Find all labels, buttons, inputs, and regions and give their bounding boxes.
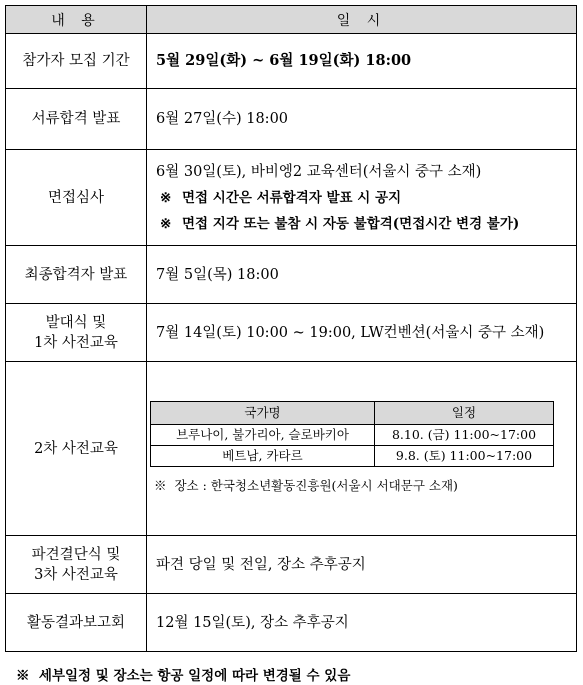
row-label [6, 536, 147, 594]
row-label: 서류합격 발표 [6, 89, 147, 150]
row-label [6, 304, 147, 362]
row-label-line: 3차 사전교육 [34, 566, 118, 583]
table-row [6, 304, 577, 362]
row-value: 6월 27일(수) 18:00 [147, 89, 577, 150]
row-value-cell [147, 150, 577, 246]
row-value: 5월 29일(화) ~ 6월 19일(화) 18:00 [147, 34, 577, 89]
table-row [6, 536, 577, 594]
sub-header-country: 국가명 [151, 402, 375, 425]
table-row [6, 89, 577, 150]
table-row [6, 594, 577, 652]
footer-text: 세부일정 및 장소는 항공 일정에 따라 변경될 수 있음 [38, 668, 351, 684]
row-value-cell [147, 362, 577, 536]
note-mark: ※ [160, 189, 172, 206]
table-row [6, 34, 577, 89]
note-text: 면접 시간은 서류합격자 발표 시 공지 [182, 189, 402, 206]
table-header-row [6, 6, 577, 34]
sub-schedule-table [150, 401, 554, 467]
row-label: 최종합격자 발표 [6, 246, 147, 304]
note-mark: ※ [16, 668, 30, 684]
footer-note [16, 664, 350, 684]
row-value: 파견 당일 및 전일, 장소 추후공지 [147, 536, 577, 594]
row-label-line: 발대식 및 [45, 314, 107, 331]
header-content: 내 용 [6, 6, 147, 34]
sub-table-row [151, 446, 554, 467]
sub-cell-schedule: 9.8. (토) 11:00~17:00 [375, 446, 554, 467]
table-row [6, 150, 577, 246]
sub-table-row [151, 425, 554, 446]
venue-note [147, 476, 576, 496]
row-label-line: 1차 사전교육 [34, 334, 118, 351]
sub-cell-schedule: 8.10. (금) 11:00~17:00 [375, 425, 554, 446]
row-value: 7월 5일(목) 18:00 [147, 246, 577, 304]
sub-header-schedule: 일정 [375, 402, 554, 425]
table-row [6, 246, 577, 304]
schedule-table [5, 5, 577, 652]
interview-note [156, 214, 576, 234]
row-value: 12월 15일(토), 장소 추후공지 [147, 594, 577, 652]
row-label: 활동결과보고회 [6, 594, 147, 652]
interview-note [156, 188, 576, 208]
row-value: 7월 14일(토) 10:00 ~ 19:00, LW컨벤션(서울시 중구 소재) [147, 304, 577, 362]
row-label: 참가자 모집 기간 [6, 34, 147, 89]
sub-cell-country: 브루나이, 불가리아, 슬로바키아 [151, 425, 375, 446]
row-label: 2차 사전교육 [6, 362, 147, 536]
row-label: 면접심사 [6, 150, 147, 246]
row-label-line: 파견결단식 및 [31, 546, 121, 563]
note-mark: ※ [160, 215, 172, 232]
sub-table-header [151, 402, 554, 425]
header-schedule: 일 시 [147, 6, 577, 34]
row-value: 6월 30일(토), 바비엥2 교육센터(서울시 중구 소재) [156, 163, 482, 180]
sub-cell-country: 베트남, 카타르 [151, 446, 375, 467]
note-text: 면접 지각 또는 불참 시 자동 불합격(면접시간 변경 불가) [182, 215, 520, 232]
note-mark: ※ [154, 478, 167, 493]
schedule-table-wrap [5, 5, 577, 652]
note-text: 장소 : 한국청소년활동진흥원(서울시 서대문구 소재) [174, 478, 458, 493]
table-row [6, 362, 577, 536]
